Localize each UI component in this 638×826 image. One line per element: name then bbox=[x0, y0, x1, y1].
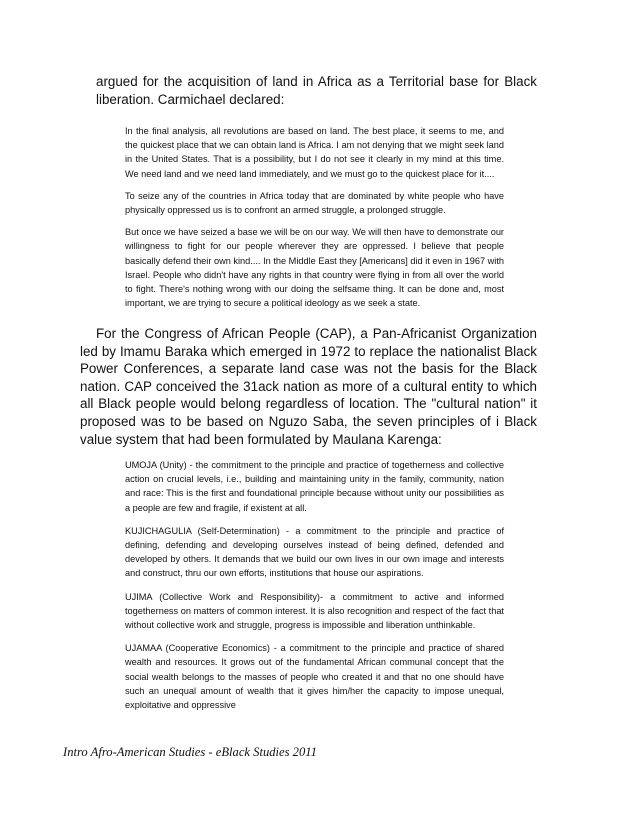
quote-paragraph: But once we have seized a base we will be on our way. We will then have to demonstrate our willingness to fight for our people wherever they are oppressed. I believe that people basically defend their own kind.... In the Middle East they [Americans] did it even in 1967 with Israel. People who didn't have any rights in that country were flying in from all over the world to fight. There's nothing wrong with our doing the selfsame thing. It can be done and, most important, we are trying to secure a political ideology as we seek a state. bbox=[125, 227, 504, 309]
principle-ujima: UJIMA (Collective Work and Responsibility)- a commitment to active and informed togetherness on matters of common interest. It is also recognition and respect of the fact that without collective work and struggle, progress is impossible and liberation unthinkable. bbox=[125, 591, 504, 631]
quote-paragraph: To seize any of the countries in Africa today that are dominated by white people who have physically oppressed us is to confront an armed struggle, a prolonged struggle. bbox=[125, 190, 504, 216]
carmichael-quote-block bbox=[125, 124, 504, 318]
principle-ujamaa: UJAMAA (Cooperative Economics) - a commitment to the principle and practice of shared wealth and resources. It grows out of the fundamental African communal concept that the social wealth belongs to the masses of people who created it and that no one should have such an unequal amount of wealth that it gives him/her the capacity to impose unequal, exploitative and oppressive bbox=[125, 643, 504, 711]
nguzo-saba-principles-block bbox=[125, 458, 504, 721]
principle-umoja: UMOJA (Unity) - the commitment to the principle and practice of togetherness and collective action on crucial levels, i.e., building and maintaining unity in the family, community, nation and race: This is the first and foundational principle because without unity our possibilities as a people are few and fragile, if existent at all. bbox=[125, 460, 504, 513]
page-footer: Intro Afro-American Studies - eBlack Studies 2011 bbox=[63, 745, 317, 759]
quote-paragraph: In the final analysis, all revolutions are based on land. The best place, it seems to me, and the quickest place that we can obtain land is Africa. I am not denying that we might seek land in the United States. That is a possibility, but I do not see it clearly in my mind at this time. We need land and we need land immediately, and we must go to the quickest place for it.... bbox=[125, 126, 504, 179]
intro-paragraph: argued for the acquisition of land in Africa as a Territorial base for Black liberation. Carmichael declared: bbox=[96, 74, 537, 107]
principle-kujichagulia: KUJICHAGULIA (Self-Determination) - a commitment to the principle and practice of defining, defending and developing ourselves instead of being defined, defended and developed by others. It demands that we build our own lives in our own image and interests and construct, thru our own efforts, institutions that house our aspirations. bbox=[125, 525, 504, 579]
cap-paragraph: For the Congress of African People (CAP), a Pan-Africanist Organization led by Imamu Baraka which emerged in 1972 to replace the nationalist Black Power Conferences, a separate land case was not the basis for the Black nation. CAP conceived the 31ack nation as more of a cultural entity to which all Black people would belong regardless of location. The "cultural nation" it proposed was to be based on Nguzo Saba, the seven principles of i Black value system that had been formulated by Maulana Karenga: bbox=[80, 326, 537, 447]
